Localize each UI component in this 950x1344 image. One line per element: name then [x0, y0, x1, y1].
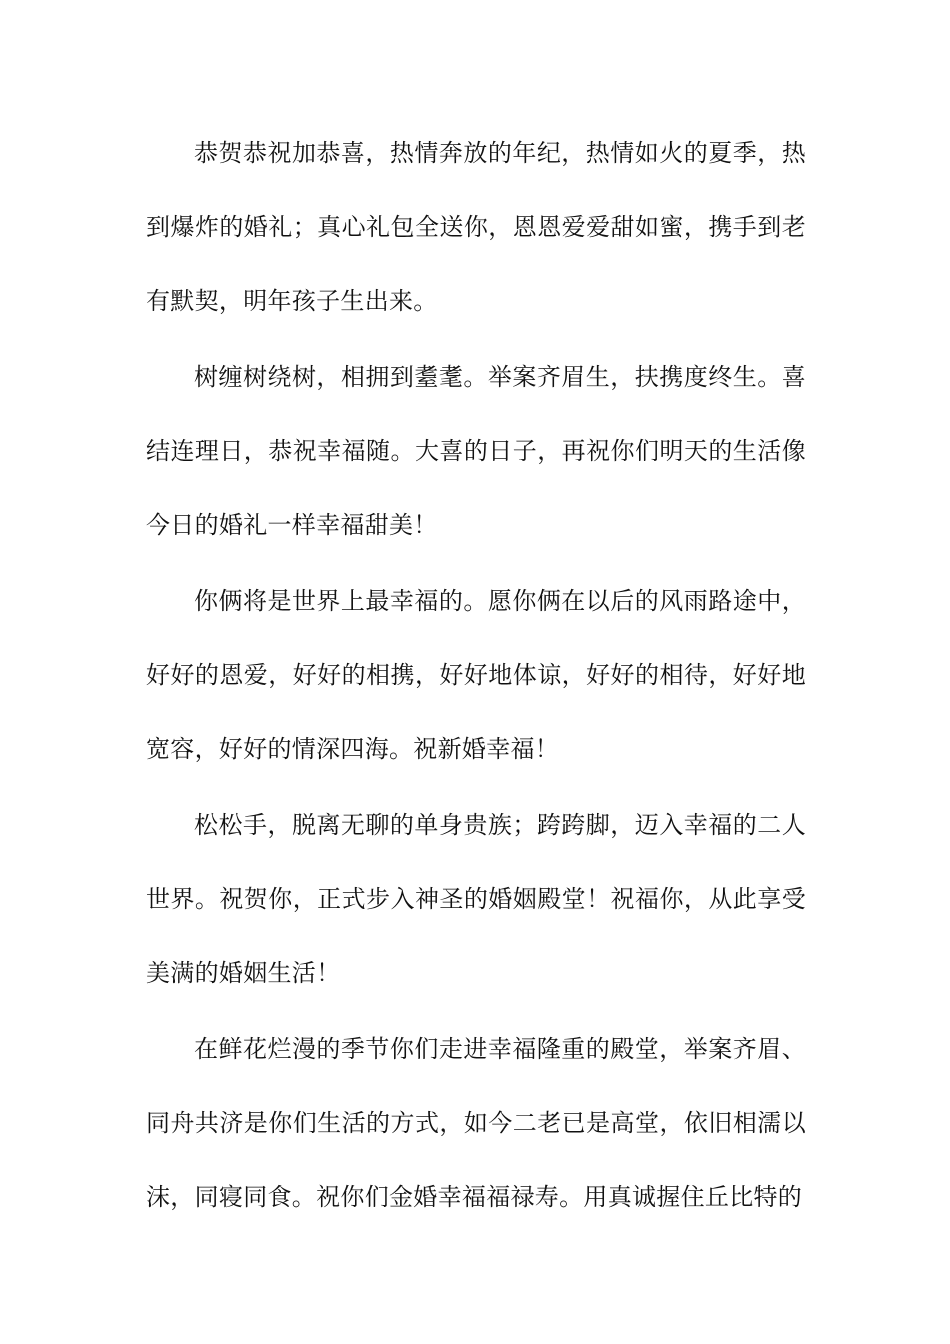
- paragraph-3: 你俩将是世界上最幸福的。愿你俩在以后的风雨路途中，好好的恩爱，好好的相携，好好地体谅，好好的相待，好好地宽容，好好的情深四海。祝新婚幸福！: [146, 587, 806, 763]
- paragraph-5: 在鲜花烂漫的季节你们走进幸福隆重的殿堂，举案齐眉、同舟共济是你们生活的方式，如今二老已是高堂，依旧相濡以沫，同寝同食。祝你们金婚幸福福禄寿。用真诚握住丘比特的: [146, 1035, 806, 1211]
- paragraph-2: 树缠树绕树，相拥到耋耄。举案齐眉生，扶携度终生。喜结连理日，恭祝幸福随。大喜的日子，再祝你们明天的生活像今日的婚礼一样幸福甜美！: [146, 363, 806, 539]
- paragraph-1: 恭贺恭祝加恭喜，热情奔放的年纪，热情如火的夏季，热到爆炸的婚礼；真心礼包全送你，恩恩爱爱甜如蜜，携手到老有默契，明年孩子生出来。: [146, 139, 806, 315]
- paragraph-4: 松松手，脱离无聊的单身贵族；跨跨脚，迈入幸福的二人世界。祝贺你，正式步入神圣的婚姻殿堂！祝福你，从此享受美满的婚姻生活！: [146, 811, 806, 987]
